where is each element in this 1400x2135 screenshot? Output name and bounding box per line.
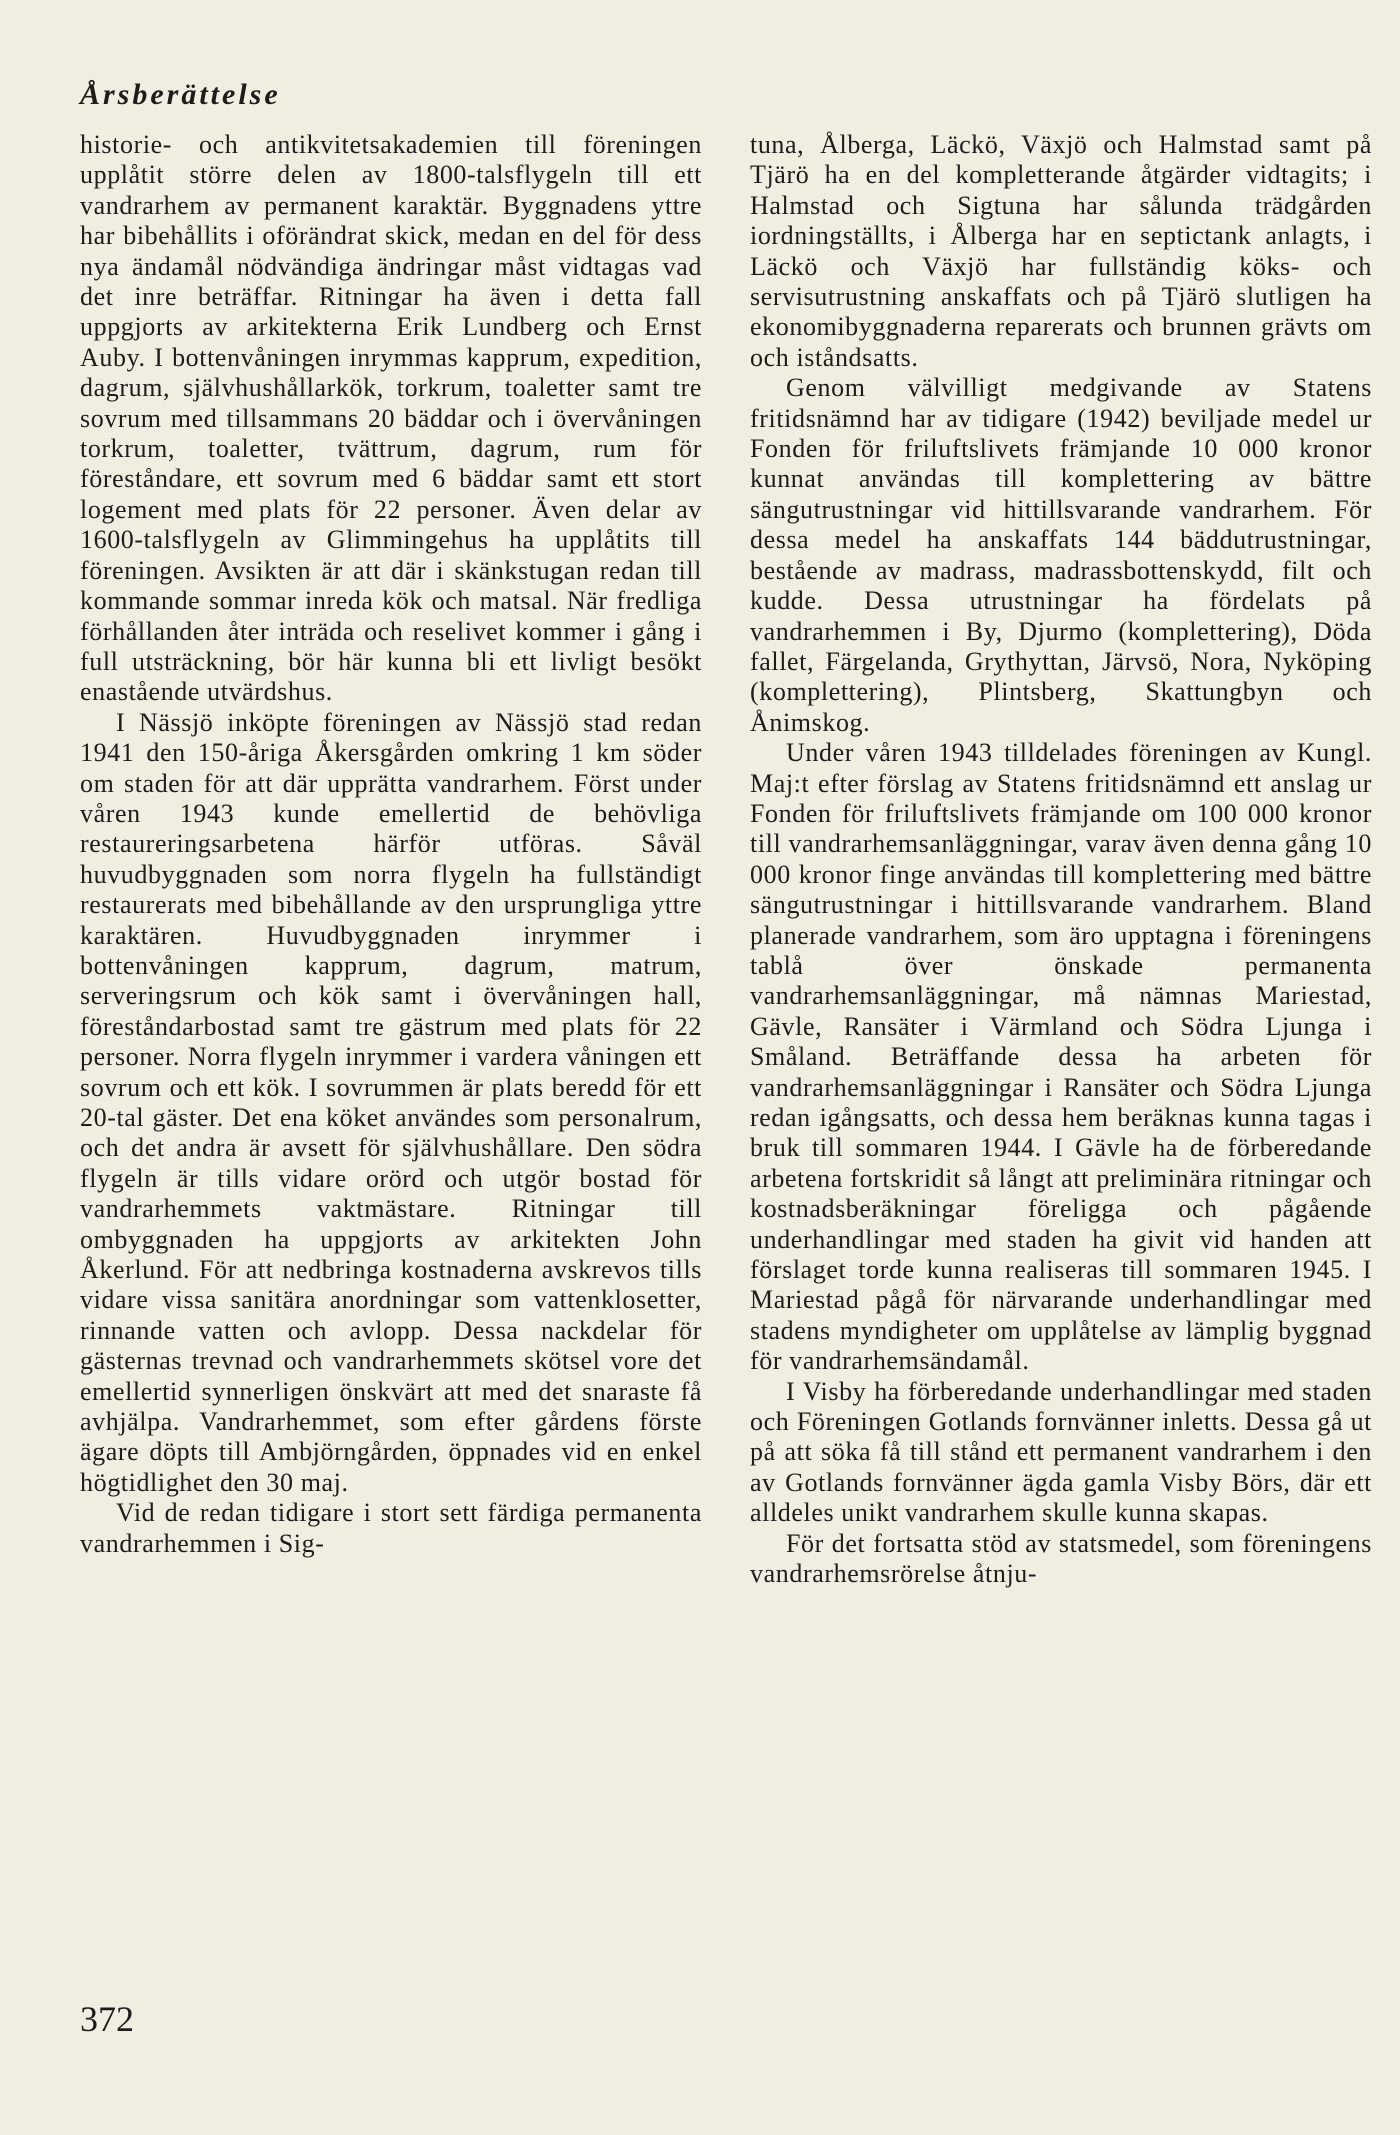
paragraph: tuna, Ålberga, Läckö, Växjö och Halmstad samt på Tjärö ha en del kompletterande åtgärder vidtagits; i Halmstad och Sigtuna har sålunda trädgården iordningställts, i Ålberga har en septictank anlagts, i Läckö och Växjö har fullständig köks- och servisutrustning anskaffats och på Tjärö slutligen ha ekonomibyggnaderna reparerats och brunnen grävts om och iståndsatts. [750, 130, 1372, 372]
paragraph: historie- och antikvitetsakademien till föreningen upplåtit större delen av 1800-talsflygeln till ett vandrarhem av permanent karaktär. Byggnadens yttre har bibehållits i oförändrat skick, medan en del för dess nya ändamål nödvändiga ändringar måst vidtagas vad det inre beträffar. Ritningar ha även i detta fall uppgjorts av arkitekterna Erik Lundberg och Ernst Auby. I bottenvåningen inrymmas kapprum, expedition, dagrum, självhushållarkök, torkrum, toaletter samt tre sovrum med tillsammans 20 bäddar och i övervåningen torkrum, toaletter, tvättrum, dagrum, rum för föreståndare, ett sovrum med 6 bäddar samt ett stort logement med plats för 22 personer. Även delar av 1600-talsflygeln av Glimmingehus ha upplåtits till föreningen. Avsikten är att där i skänkstugan redan till kommande sommar inreda kök och matsal. När fredliga förhållanden åter inträda och reselivet kommer i gång i full utsträckning, bör här kunna bli ett livligt besökt enastående utvärdshus. [80, 130, 702, 707]
paragraph: I Nässjö inköpte föreningen av Nässjö stad redan 1941 den 150-åriga Åkersgården omkring 1 km söder om staden för att där upprätta vandrarhem. Först under våren 1943 kunde emellertid de behövliga restaureringsarbetena härför utföras. Såväl huvudbyggnaden som norra flygeln ha fullständigt restaurerats med bibehållande av den ursprungliga yttre karaktären. Huvudbyggnaden inrymmer i bottenvåningen kapprum, dagrum, matrum, serveringsrum och kök samt i övervåningen hall, föreståndarbostad samt tre gästrum med plats för 22 personer. Norra flygeln inrymmer i vardera våningen ett sovrum och ett kök. I sovrummen är plats beredd för ett 20-tal gäster. Det ena köket användes som personalrum, och det andra är avsett för självhushållare. Den södra flygeln är tills vidare orörd och utgör bostad för vandrarhemmets vaktmästare. Ritningar till ombyggnaden ha uppgjorts av arkitekten John Åkerlund. För att nedbringa kostnaderna avskrevos tills vidare vissa sanitära anordningar som vattenklosetter, rinnande vatten och avlopp. Dessa nackdelar för gästernas trevnad och vandrarhemmets skötsel vore det emellertid synnerligen önskvärt att med det snaraste få avhjälpa. Vandrarhemmet, som efter gårdens förste ägare döpts till Ambjörngården, öppnades vid en enkel högtidlighet den 30 maj. [80, 707, 702, 1497]
paragraph: I Visby ha förberedande underhandlingar med staden och Föreningen Gotlands fornvänner inletts. Dessa gå ut på att söka få till stånd ett permanent vandrarhem i den av Gotlands fornvänner ägda gamla Visby Börs, där ett alldeles unikt vandrarhem skulle kunna skapas. [750, 1376, 1372, 1528]
paragraph: Genom välvilligt medgivande av Statens fritidsnämnd har av tidigare (1942) beviljade medel ur Fonden för friluftslivets främjande 10 000 kronor kunnat användas till komplettering av bättre sängutrustningar vid hittillsvarande vandrarhem. För dessa medel ha anskaffats 144 bäddutrustningar, bestående av madrass, madrassbottenskydd, filt och kudde. Dessa utrustningar ha fördelats på vandrarhemmen i By, Djurmo (komplettering), Döda fallet, Färgelanda, Grythyttan, Järvsö, Nora, Nyköping (komplettering), Plintsberg, Skattungbyn och Ånimskog. [750, 373, 1372, 737]
paragraph: För det fortsatta stöd av statsmedel, som föreningens vandrarhemsrörelse åtnju- [750, 1528, 1372, 1589]
running-head: Årsberättelse [80, 78, 281, 111]
paragraph: Under våren 1943 tilldelades föreningen av Kungl. Maj:t efter förslag av Statens fritidsnämnd ett anslag ur Fonden för friluftslivets främjande om 100 000 kronor till vandrarhemsanläggningar, varav även denna gång 10 000 kronor finge användas till komplettering med bättre sängutrustningar i hittillsvarande vandrarhem. Bland planerade vandrarhem, som äro upptagna i föreningens tablå över önskade permanenta vandrarhemsanläggningar, må nämnas Mariestad, Gävle, Ransäter i Värmland och Södra Ljunga i Småland. Beträffande dessa ha arbeten för vandrarhemsanläggningar i Ransäter och Södra Ljunga redan igångsatts, och dessa hem beräknas kunna tagas i bruk till sommaren 1944. I Gävle ha de förberedande arbetena fortskridit så långt att preliminära ritningar och kostnadsberäkningar föreligga och pågående underhandlingar med staden ha givit vid handen att förslaget torde kunna realiseras till sommaren 1945. I Mariestad pågå för närvarande underhandlingar med stadens myndigheter om upplåtelse av lämplig byggnad för vandrarhemsändamål. [750, 738, 1372, 1376]
paragraph: Vid de redan tidigare i stort sett färdiga permanenta vandrarhemmen i Sig- [80, 1498, 702, 1558]
left-column [80, 130, 702, 1559]
page-number: 372 [80, 1999, 134, 2039]
right-column [750, 130, 1372, 1590]
